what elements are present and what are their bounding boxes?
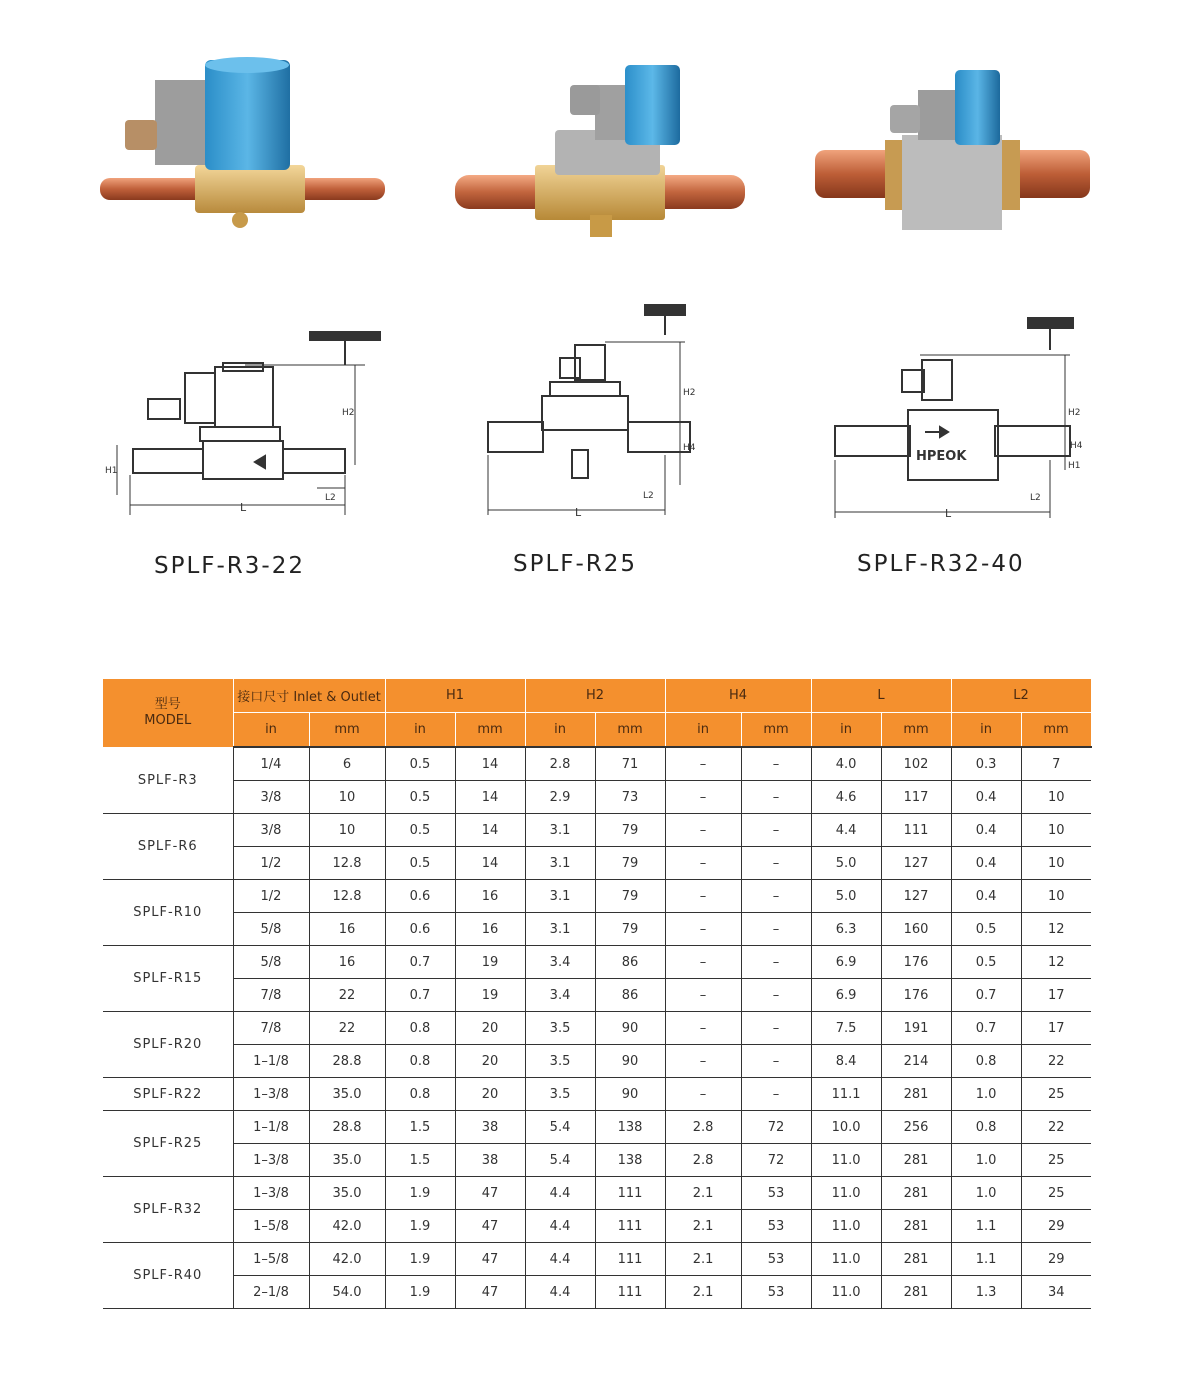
table-cell: – [665,1045,741,1078]
subheader-in: in [811,713,881,748]
dimension-drawing-r25 [480,300,710,520]
table-cell: 127 [881,880,951,913]
table-cell: 111 [881,814,951,847]
table-cell: 1–1/8 [233,1045,309,1078]
table-cell: 281 [881,1276,951,1309]
table-cell: 7/8 [233,979,309,1012]
table-cell: 38 [455,1144,525,1177]
drawing-l2-label-3: L2 [1030,493,1041,503]
table-row [103,1012,1091,1045]
table-cell: 1–3/8 [233,1144,309,1177]
table-row [103,1144,1091,1177]
table-cell: 14 [455,747,525,781]
table-cell: 4.4 [525,1243,595,1276]
table-row [103,946,1091,979]
table-cell: 53 [741,1243,811,1276]
table-cell: 1.9 [385,1210,455,1243]
table-cell: 3.4 [525,946,595,979]
table-cell: 10 [1021,814,1091,847]
table-cell: 16 [455,913,525,946]
valve-photo-r25 [450,55,750,245]
table-cell: 22 [309,979,385,1012]
table-row [103,847,1091,880]
table-cell: 3/8 [233,781,309,814]
table-cell: 2.1 [665,1210,741,1243]
table-cell: – [741,814,811,847]
table-cell: 29 [1021,1243,1091,1276]
table-cell: 191 [881,1012,951,1045]
subheader-mm: mm [309,713,385,748]
table-cell: 90 [595,1045,665,1078]
subheader-mm: mm [1021,713,1091,748]
table-row [103,814,1091,847]
drawing-h2-label: H2 [342,408,355,418]
subheader-mm: mm [741,713,811,748]
table-cell: 256 [881,1111,951,1144]
table-cell: 19 [455,946,525,979]
model-cell: SPLF-R3 [103,747,233,814]
table-cell: 5/8 [233,913,309,946]
table-cell: 0.8 [385,1012,455,1045]
table-cell: 53 [741,1210,811,1243]
table-cell: 1–3/8 [233,1078,309,1111]
table-cell: 176 [881,979,951,1012]
table-cell: 111 [595,1210,665,1243]
table-cell: 53 [741,1276,811,1309]
table-cell: 6.9 [811,946,881,979]
table-cell: 47 [455,1177,525,1210]
table-cell: 1–5/8 [233,1210,309,1243]
drawing-h2-label-2: H2 [683,388,696,398]
table-cell: 4.6 [811,781,881,814]
table-cell: – [665,1012,741,1045]
drawing-length-label-3: L [945,507,952,520]
table-cell: 2.8 [525,747,595,781]
drawing-brand-label: HPEOK [916,449,967,464]
table-cell: 10 [309,814,385,847]
table-cell: 1.1 [951,1243,1021,1276]
table-cell: 34 [1021,1276,1091,1309]
table-row [103,1177,1091,1210]
table-cell: 6.3 [811,913,881,946]
table-cell: – [741,847,811,880]
table-cell: 6.9 [811,979,881,1012]
table-cell: 47 [455,1243,525,1276]
table-cell: 0.8 [385,1045,455,1078]
table-cell: 2.1 [665,1243,741,1276]
table-cell: 4.4 [525,1177,595,1210]
table-cell: 42.0 [309,1243,385,1276]
table-cell: 7.5 [811,1012,881,1045]
table-cell: 20 [455,1045,525,1078]
table-cell: 29 [1021,1210,1091,1243]
table-cell: 12 [1021,946,1091,979]
table-row [103,979,1091,1012]
table-cell: 90 [595,1012,665,1045]
table-cell: 0.4 [951,847,1021,880]
table-cell: – [741,747,811,781]
table-cell: 4.0 [811,747,881,781]
model-cell: SPLF-R15 [103,946,233,1012]
table-cell: 3.1 [525,913,595,946]
table-cell: 0.6 [385,880,455,913]
table-cell: 0.7 [385,979,455,1012]
table-cell: 3.5 [525,1012,595,1045]
table-cell: 138 [595,1111,665,1144]
spec-table [103,679,1092,1309]
table-cell: – [665,781,741,814]
table-cell: 7 [1021,747,1091,781]
table-row [103,781,1091,814]
table-cell: – [665,880,741,913]
drawing-h1-label: H1 [105,466,118,476]
table-cell: 160 [881,913,951,946]
table-cell: 53 [741,1177,811,1210]
subheader-mm: mm [455,713,525,748]
header-model-en: MODEL [144,712,192,728]
table-cell: – [665,747,741,781]
table-cell: 47 [455,1210,525,1243]
table-cell: 1.9 [385,1243,455,1276]
table-cell: 72 [741,1144,811,1177]
dimension-drawing-r32-40 [830,310,1095,520]
table-cell: – [665,946,741,979]
table-cell: 4.4 [525,1276,595,1309]
table-cell: 0.5 [385,814,455,847]
table-cell: 0.7 [951,1012,1021,1045]
table-cell: 1/4 [233,747,309,781]
table-cell: 0.5 [951,946,1021,979]
table-cell: 17 [1021,1012,1091,1045]
table-cell: 2.1 [665,1276,741,1309]
table-cell: 22 [309,1012,385,1045]
table-cell: 3.1 [525,880,595,913]
table-cell: – [665,1078,741,1111]
table-cell: 6 [309,747,385,781]
table-cell: 11.0 [811,1276,881,1309]
table-cell: 72 [741,1111,811,1144]
table-cell: – [665,814,741,847]
table-cell: – [741,781,811,814]
table-cell: 176 [881,946,951,979]
table-cell: 0.5 [385,747,455,781]
table-cell: – [665,979,741,1012]
table-cell: 0.7 [385,946,455,979]
table-cell: 0.5 [385,847,455,880]
table-row [103,1210,1091,1243]
subheader-mm: mm [595,713,665,748]
model-cell: SPLF-R25 [103,1111,233,1177]
drawing-length-label: L [240,501,247,514]
table-cell: – [741,1078,811,1111]
header-l2: L2 [951,679,1091,713]
table-cell: 3/8 [233,814,309,847]
header-inlet-outlet: 接口尺寸 Inlet & Outlet [233,679,385,713]
table-cell: 14 [455,781,525,814]
table-row [103,1078,1091,1111]
model-cell: SPLF-R32 [103,1177,233,1243]
table-cell: – [741,1045,811,1078]
table-cell: 0.5 [385,781,455,814]
table-cell: 1/2 [233,880,309,913]
table-cell: 3.4 [525,979,595,1012]
table-cell: 1.9 [385,1276,455,1309]
table-cell: 35.0 [309,1144,385,1177]
table-cell: 25 [1021,1177,1091,1210]
table-row [103,747,1091,781]
table-cell: 12.8 [309,880,385,913]
table-cell: 10 [1021,847,1091,880]
table-cell: 86 [595,946,665,979]
table-cell: 42.0 [309,1210,385,1243]
table-cell: 54.0 [309,1276,385,1309]
table-cell: 0.4 [951,781,1021,814]
table-cell: 19 [455,979,525,1012]
table-cell: 25 [1021,1144,1091,1177]
model-cell: SPLF-R20 [103,1012,233,1078]
table-cell: – [665,913,741,946]
header-h1: H1 [385,679,525,713]
table-cell: 10 [1021,781,1091,814]
table-cell: 16 [309,946,385,979]
table-cell: 2.8 [665,1144,741,1177]
table-cell: 1.0 [951,1144,1021,1177]
table-row [103,1111,1091,1144]
table-cell: 4.4 [525,1210,595,1243]
drawing-l2-label-2: L2 [643,491,654,501]
table-cell: 4.4 [811,814,881,847]
table-cell: 2.9 [525,781,595,814]
table-cell: 111 [595,1177,665,1210]
table-row [103,880,1091,913]
subheader-in: in [525,713,595,748]
table-cell: – [741,979,811,1012]
table-cell: 12 [1021,913,1091,946]
table-cell: 127 [881,847,951,880]
model-cell: SPLF-R22 [103,1078,233,1111]
drawing-h2-label-3: H2 [1068,408,1081,418]
table-cell: 10.0 [811,1111,881,1144]
table-cell: 16 [455,880,525,913]
dimension-drawing-r3-22 [105,325,390,520]
table-cell: 0.8 [951,1111,1021,1144]
table-cell: 28.8 [309,1111,385,1144]
table-cell: 28.8 [309,1045,385,1078]
table-row [103,1243,1091,1276]
table-cell: – [741,1012,811,1045]
drawing-h1-label-3: H1 [1068,461,1081,471]
table-cell: 0.8 [951,1045,1021,1078]
subheader-in: in [385,713,455,748]
table-cell: – [665,847,741,880]
table-cell: 1–5/8 [233,1243,309,1276]
table-cell: 1.0 [951,1177,1021,1210]
table-cell: 20 [455,1012,525,1045]
table-cell: 5.0 [811,880,881,913]
table-cell: 79 [595,847,665,880]
drawing-h4-label-2: H4 [683,443,696,453]
table-cell: 3.5 [525,1045,595,1078]
table-cell: 1/2 [233,847,309,880]
header-h2: H2 [525,679,665,713]
valve-photo-r32-40 [810,65,1095,235]
table-cell: 2.1 [665,1177,741,1210]
table-cell: 5.4 [525,1111,595,1144]
table-cell: 2–1/8 [233,1276,309,1309]
table-cell: 1.5 [385,1111,455,1144]
table-cell: 90 [595,1078,665,1111]
table-cell: 3.5 [525,1078,595,1111]
table-cell: 71 [595,747,665,781]
table-cell: 281 [881,1144,951,1177]
table-cell: 1–1/8 [233,1111,309,1144]
table-cell: 16 [309,913,385,946]
table-cell: 1–3/8 [233,1177,309,1210]
header-h4: H4 [665,679,811,713]
table-cell: 0.7 [951,979,1021,1012]
table-cell: 111 [595,1243,665,1276]
table-cell: 14 [455,847,525,880]
table-cell: 10 [309,781,385,814]
table-cell: 35.0 [309,1177,385,1210]
table-cell: 11.0 [811,1243,881,1276]
table-cell: 281 [881,1177,951,1210]
table-cell: 35.0 [309,1078,385,1111]
model-caption-r32-40: SPLF-R32-40 [857,551,1025,577]
table-cell: 281 [881,1243,951,1276]
drawing-l2-label: L2 [325,493,336,503]
table-cell: – [741,880,811,913]
subheader-mm: mm [881,713,951,748]
table-cell: 0.3 [951,747,1021,781]
subheader-in: in [951,713,1021,748]
table-cell: 17 [1021,979,1091,1012]
drawing-length-label-2: L [575,506,582,519]
table-cell: 11.0 [811,1144,881,1177]
table-row [103,1276,1091,1309]
model-cell: SPLF-R40 [103,1243,233,1309]
table-cell: 11.1 [811,1078,881,1111]
table-cell: 8.4 [811,1045,881,1078]
table-cell: 79 [595,880,665,913]
table-cell: 1.3 [951,1276,1021,1309]
table-cell: 214 [881,1045,951,1078]
table-cell: 22 [1021,1111,1091,1144]
table-cell: 1.1 [951,1210,1021,1243]
table-cell: 10 [1021,880,1091,913]
table-cell: 86 [595,979,665,1012]
header-l: L [811,679,951,713]
drawing-h4-label-3: H4 [1070,441,1083,451]
table-cell: 281 [881,1078,951,1111]
table-cell: 22 [1021,1045,1091,1078]
model-caption-r3-22: SPLF-R3-22 [154,553,305,579]
table-cell: 111 [595,1276,665,1309]
table-cell: 5.4 [525,1144,595,1177]
table-cell: – [741,913,811,946]
table-row [103,1045,1091,1078]
table-cell: 3.1 [525,847,595,880]
table-cell: 38 [455,1111,525,1144]
subheader-in: in [665,713,741,748]
table-cell: 79 [595,913,665,946]
table-cell: 3.1 [525,814,595,847]
table-cell: 0.6 [385,913,455,946]
table-cell: 7/8 [233,1012,309,1045]
table-cell: 1.5 [385,1144,455,1177]
valve-photo-r3-22 [95,50,390,240]
table-cell: 0.4 [951,880,1021,913]
table-cell: 2.8 [665,1111,741,1144]
table-cell: 11.0 [811,1210,881,1243]
table-cell: 73 [595,781,665,814]
table-cell: 1.0 [951,1078,1021,1111]
header-model-cn: 型号 [154,696,181,712]
table-row [103,913,1091,946]
model-cell: SPLF-R10 [103,880,233,946]
table-cell: 12.8 [309,847,385,880]
table-cell: 79 [595,814,665,847]
table-cell: 102 [881,747,951,781]
table-cell: 47 [455,1276,525,1309]
model-caption-r25: SPLF-R25 [513,551,638,577]
subheader-in: in [233,713,309,748]
table-cell: 1.9 [385,1177,455,1210]
table-cell: 5/8 [233,946,309,979]
table-cell: – [741,946,811,979]
table-cell: 11.0 [811,1177,881,1210]
table-cell: 0.4 [951,814,1021,847]
table-cell: 281 [881,1210,951,1243]
table-cell: 0.8 [385,1078,455,1111]
model-cell: SPLF-R6 [103,814,233,880]
table-cell: 25 [1021,1078,1091,1111]
table-cell: 5.0 [811,847,881,880]
header-model [103,679,233,747]
table-cell: 138 [595,1144,665,1177]
table-cell: 14 [455,814,525,847]
table-cell: 0.5 [951,913,1021,946]
table-cell: 117 [881,781,951,814]
table-cell: 20 [455,1078,525,1111]
